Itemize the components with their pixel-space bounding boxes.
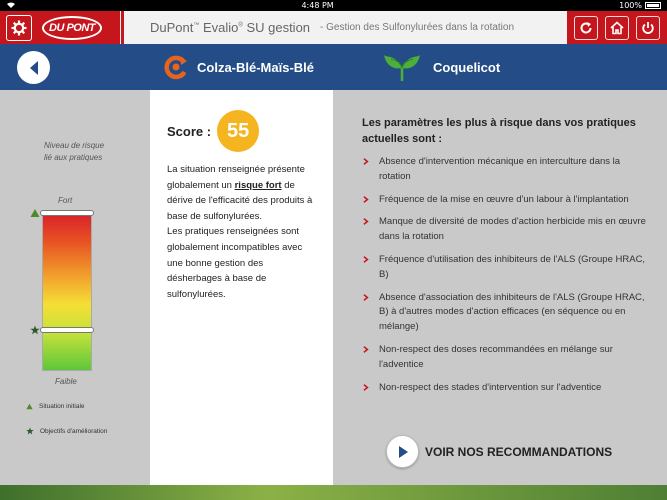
- risk-gauge-panel: [0, 90, 150, 485]
- crop-rotation: [163, 44, 314, 90]
- score-label: Score :: [167, 123, 212, 139]
- risk-item-text: Fréquence de la mise en œuvre d'un labour à l'implantation: [379, 193, 629, 205]
- back-button[interactable]: [17, 51, 50, 84]
- star-icon: [30, 325, 40, 335]
- risk-item-text: Absence d'intervention mécanique en interculture dans la rotation: [379, 156, 621, 182]
- home-button[interactable]: [605, 16, 629, 40]
- summary-risk-emphasis: risque fort: [234, 179, 282, 191]
- play-arrow-icon: [386, 435, 419, 468]
- rotation-icon: [163, 54, 189, 80]
- gear-icon: [11, 20, 27, 36]
- chevron-right-icon: [362, 291, 370, 301]
- gauge-title: Niveau de risque lié aux pratiques: [44, 141, 105, 162]
- risk-item: [362, 215, 652, 245]
- chevron-right-icon: [362, 343, 370, 353]
- legend-initial-label: Situation initiale: [39, 403, 85, 410]
- gauge-high-label: Fort: [58, 196, 73, 205]
- risk-item-text: Non-respect des doses recommandées en mélange sur l'adventice: [379, 343, 613, 370]
- risk-item: [362, 193, 652, 208]
- initial-situation-marker: [40, 210, 94, 216]
- score-badge: [217, 110, 259, 152]
- title-reg: ®: [238, 22, 243, 29]
- gauge-low-label: Faible: [55, 377, 77, 386]
- summary-text-a: La situation renseignée présente globalement un: [167, 164, 305, 191]
- risk-parameters-heading: Les paramètres les plus à risque dans vos pratiques actuelles sont :: [362, 117, 636, 145]
- score-summary: [167, 162, 319, 302]
- risk-item: [362, 291, 652, 335]
- score-value: 55: [226, 119, 250, 142]
- view-recommendations-label: VOIR NOS RECOMMANDATIONS: [425, 444, 613, 459]
- brand-block: [0, 11, 120, 44]
- refresh-icon: [579, 21, 593, 35]
- chevron-right-icon: [362, 193, 370, 203]
- app-subtitle: - Gestion des Sulfonylurées dans la rotation: [320, 22, 515, 33]
- power-icon: [641, 21, 655, 35]
- summary-text-b: de dérive de l'efficacité des produits à base de sulfonylurées.: [167, 179, 313, 222]
- settings-button[interactable]: [6, 15, 32, 41]
- battery-percent: 100%: [619, 1, 642, 10]
- weed-label: Coquelicot: [433, 59, 501, 75]
- battery-indicator: [619, 1, 661, 10]
- nav-bar: [0, 44, 667, 90]
- chevron-right-icon: [362, 253, 370, 263]
- background-footer-strip: [0, 485, 667, 500]
- battery-icon: [645, 2, 661, 9]
- risk-item: [362, 343, 652, 373]
- summary-text-c: Les pratiques renseignées sont globalement incompatibles avec une bonne gestion des désherbages à base de sulfonylurées.: [167, 226, 303, 300]
- status-time: 4:48 PM: [301, 1, 334, 10]
- title-tail: SU gestion: [242, 20, 311, 35]
- triangle-icon: [26, 403, 33, 410]
- status-bar: [0, 0, 667, 11]
- score-panel: [150, 90, 333, 485]
- title-product: Evalio: [199, 20, 239, 35]
- title-tm: ™: [193, 22, 200, 29]
- risk-item-text: Manque de diversité de modes d'action herbicide mis en œuvre dans la rotation: [379, 216, 646, 243]
- weed-selection: [383, 44, 500, 90]
- logo-text: DU PONT: [49, 21, 95, 34]
- app-title: [150, 20, 310, 35]
- risk-item-text: Absence d'association des inhibiteurs de l'ALS (Groupe HRAC, B) à d'autres modes d'action efficaces (en séquence ou en mélange): [379, 291, 645, 333]
- score-row: [167, 110, 259, 152]
- chevron-right-icon: [362, 215, 370, 225]
- leaf-sprout-icon: [383, 52, 421, 82]
- triangle-icon: [30, 208, 40, 218]
- dupont-logo: [42, 16, 102, 40]
- app-header: [0, 11, 667, 44]
- back-arrow-icon: [27, 60, 41, 76]
- risk-item-text: Non-respect des stades d'intervention sur l'adventice: [379, 381, 602, 393]
- risk-gauge-bar: [42, 213, 92, 371]
- view-recommendations-button[interactable]: [386, 435, 612, 468]
- chevron-right-icon: [362, 155, 370, 165]
- legend-initial: [26, 403, 85, 410]
- wifi-icon: [6, 1, 16, 11]
- risk-item: [362, 381, 652, 396]
- risk-parameters-list: [362, 155, 652, 403]
- title-brand: DuPont: [150, 20, 194, 35]
- risk-item-text: Fréquence d'utilisation des inhibiteurs de l'ALS (Groupe HRAC, B): [379, 253, 646, 280]
- legend-objective: [26, 427, 107, 435]
- crop-rotation-label: Colza-Blé-Maïs-Blé: [197, 59, 315, 75]
- header-actions: [567, 11, 667, 44]
- chevron-right-icon: [362, 381, 370, 391]
- home-icon: [610, 21, 624, 35]
- risk-item: [362, 253, 652, 283]
- star-icon: [26, 427, 34, 435]
- legend-objective-label: Objectifs d'amélioration: [40, 427, 108, 435]
- power-button[interactable]: [636, 16, 660, 40]
- risk-parameters-panel: [333, 90, 667, 485]
- objective-marker: [40, 327, 94, 333]
- refresh-button[interactable]: [574, 16, 598, 40]
- risk-item: [362, 155, 652, 185]
